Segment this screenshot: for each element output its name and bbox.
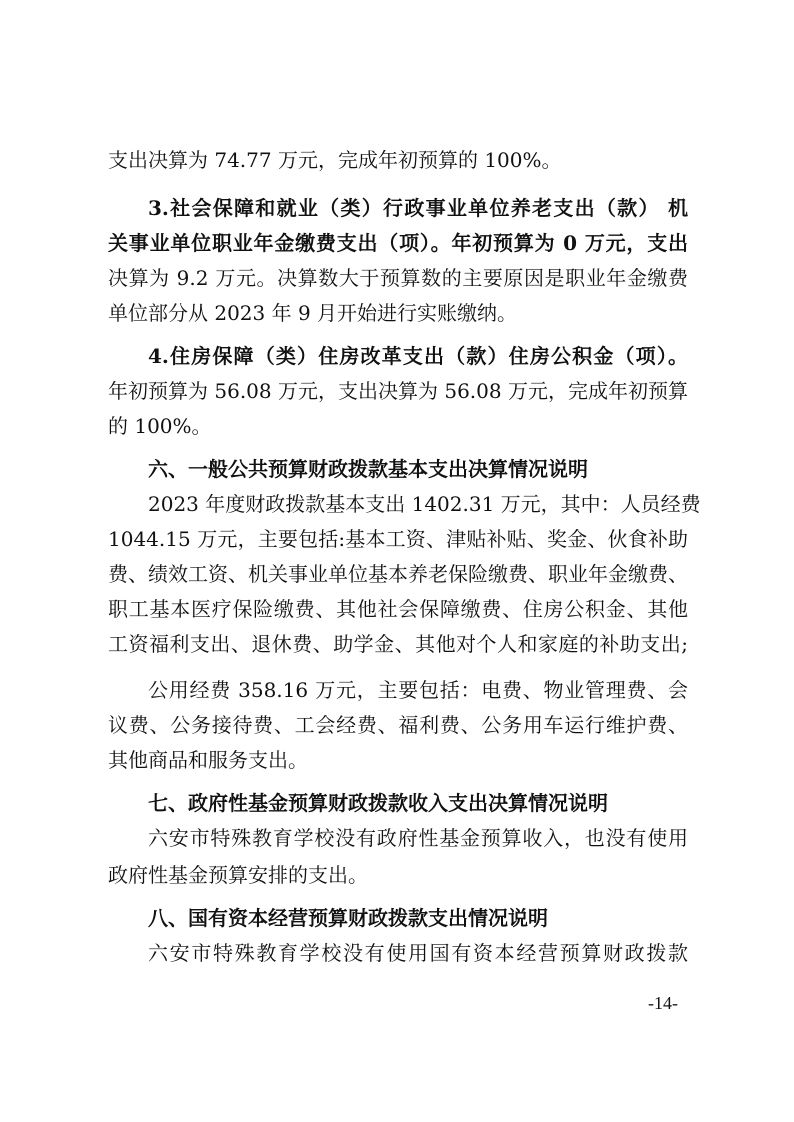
body-text-line: 公用经费 358.16 万元，主要包括：电费、物业管理费、会: [148, 678, 688, 702]
body-text-line: 年初预算为 56.08 万元，支出决算为 56.08 万元，完成年初预算: [108, 379, 688, 403]
body-text-line: 其他商品和服务支出。: [108, 748, 308, 772]
body-text-line: 支出决算为 74.77 万元，完成年初预算的 100%。: [108, 148, 562, 172]
body-text-line: 政府性基金预算安排的支出。: [108, 863, 368, 887]
body-text-line: 2023 年度财政拨款基本支出 1402.31 万元，其中：人员经费: [148, 492, 701, 516]
body-text-line: 单位部分从 2023 年 9 月开始进行实账缴纳。: [108, 301, 518, 325]
body-text-line: 六安市特殊教育学校没有使用国有资本经营预算财政拨款: [148, 941, 688, 965]
body-text-line: 费、绩效工资、机关事业单位基本养老保险缴费、职业年金缴费、: [108, 562, 688, 586]
body-text-line: 1044.15 万元，主要包括:基本工资、津贴补贴、奖金、伙食补助: [108, 527, 688, 551]
body-text-line: 工资福利支出、退休费、助学金、其他对个人和家庭的补助支出;: [108, 632, 688, 656]
body-text-line: 议费、公务接待费、工会经费、福利费、公务用车运行维护费、: [108, 713, 688, 737]
section-6-heading: 六、一般公共预算财政拨款基本支出决算情况说明: [148, 457, 588, 481]
item-3-heading-line: 3.社会保障和就业（类）行政事业单位养老支出（款） 机: [148, 196, 688, 220]
section-8-heading: 八、国有资本经营预算财政拨款支出情况说明: [148, 906, 548, 930]
body-text-line: 决算为 9.2 万元。决算数大于预算数的主要原因是职业年金缴费: [108, 266, 688, 290]
item-4-heading-line: 4.住房保障（类）住房改革支出（款）住房公积金（项）。: [148, 344, 688, 368]
section-7-heading: 七、政府性基金预算财政拨款收入支出决算情况说明: [148, 791, 608, 815]
body-text-line: 职工基本医疗保险缴费、其他社会保障缴费、住房公积金、其他: [108, 597, 688, 621]
item-3-heading-line: 关事业单位职业年金缴费支出（项）。年初预算为 0 万元，支出: [108, 231, 688, 255]
body-text-line: 六安市特殊教育学校没有政府性基金预算收入，也没有使用: [148, 826, 688, 850]
page-number: -14-: [648, 993, 678, 1013]
body-text-line: 的 100%。: [108, 414, 212, 438]
